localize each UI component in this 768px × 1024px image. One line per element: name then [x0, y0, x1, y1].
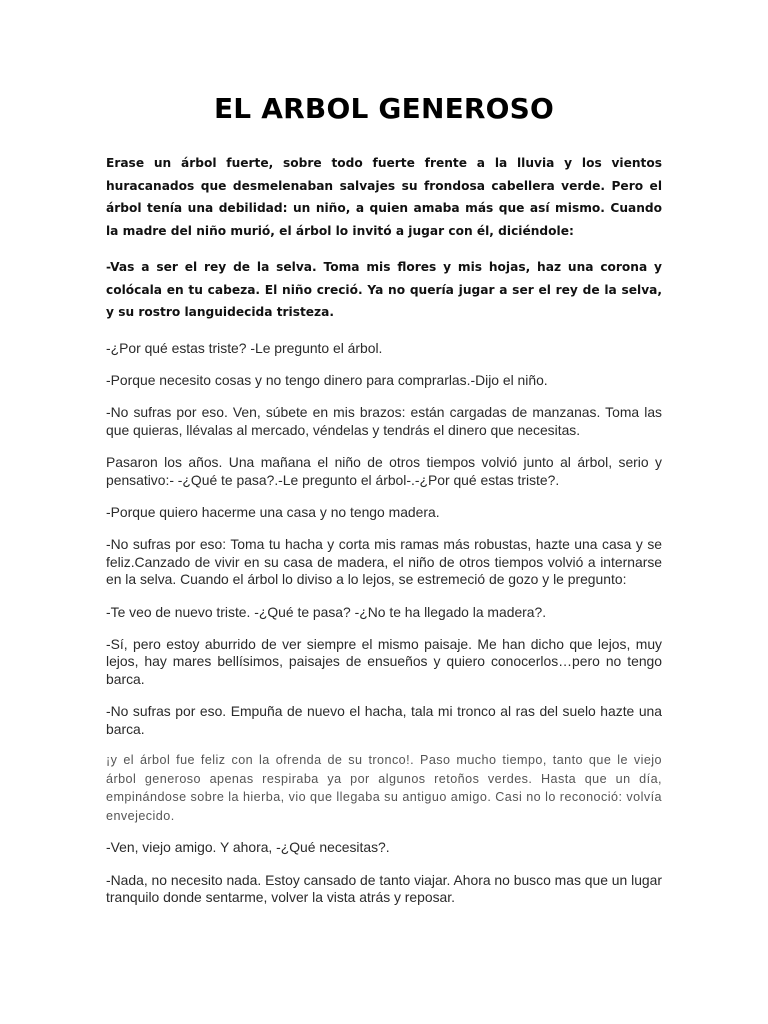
- paragraph-10: -Sí, pero estoy aburrido de ver siempre el mismo paisaje. Me han dicho que lejos, muy lejos, hay mares bellísimos, paisajes de ensueños y quiero conocerlos…pero no tengo barca.: [106, 635, 662, 687]
- paragraph-13: -Ven, viejo amigo. Y ahora, -¿Qué necesitas?.: [106, 839, 390, 856]
- document-body: [106, 152, 662, 907]
- paragraph-5: -No sufras por eso. Ven, súbete en mis brazos: están cargadas de manzanas. Toma las que quieras, llévalas al mercado, véndelas y tendrás el dinero que necesitas.: [106, 404, 662, 438]
- paragraph-8: -No sufras por eso: Toma tu hacha y corta mis ramas más robustas, hazte una casa y se feliz.Canzado de vivir en su casa de madera, el niño de otros tiempos volvió a internarse en la selva. Cuando el árbol lo diviso a lo lejos, se estremeció de gozo y le pregunto:: [106, 536, 662, 588]
- paragraph-7: -Porque quiero hacerme una casa y no tengo madera.: [106, 503, 440, 520]
- paragraph-9: -Te veo de nuevo triste. -¿Qué te pasa? -¿No te ha llegado la madera?.: [106, 603, 547, 620]
- paragraph-3: -¿Por qué estas triste? -Le pregunto el árbol.: [106, 339, 383, 356]
- paragraph-11: -No sufras por eso. Empuña de nuevo el hacha, tala mi tronco al ras del suelo hazte una barca.: [106, 703, 662, 737]
- paragraph-6: Pasaron los años. Una mañana el niño de otros tiempos volvió junto al árbol, serio y pensativo:- -¿Qué te pasa?.-Le pregunto el árbol-.-¿Por qué estas triste?.: [106, 454, 662, 488]
- paragraph-2: -Vas a ser el rey de la selva. Toma mis flores y mis hojas, haz una corona y colócala en tu cabeza. El niño creció. Ya no quería jugar a ser el rey de la selva, y su rostro languidecida tristeza.: [106, 260, 662, 319]
- paragraph-4: -Porque necesito cosas y no tengo dinero para comprarlas.-Dijo el niño.: [106, 371, 548, 388]
- paragraph-1: Erase un árbol fuerte, sobre todo fuerte frente a la lluvia y los vientos huracanados que desmelenaban salvajes su frondosa cabellera verde. Pero el árbol tenía una debilidad: un niño, a quien amaba más que así mismo. Cuando la madre del niño murió, el árbol lo invitó a jugar con él, diciéndole:: [106, 156, 662, 238]
- document-title: EL ARBOL GENEROSO: [213, 92, 555, 125]
- paragraph-14: -Nada, no necesito nada. Estoy cansado de tanto viajar. Ahora no busco mas que un lugar tranquilo donde sentarme, volver la vista atrás y reposar.: [106, 871, 662, 906]
- paragraph-12: ¡y el árbol fue feliz con la ofrenda de su tronco!. Paso mucho tiempo, tanto que le viejo árbol generoso apenas respiraba ya por algunos retoños verdes. Hasta que un día, empinándose sobre la hierba, vio que llegaba su antiguo amigo. Casi no lo reconoció: volvía envejecido.: [106, 753, 662, 823]
